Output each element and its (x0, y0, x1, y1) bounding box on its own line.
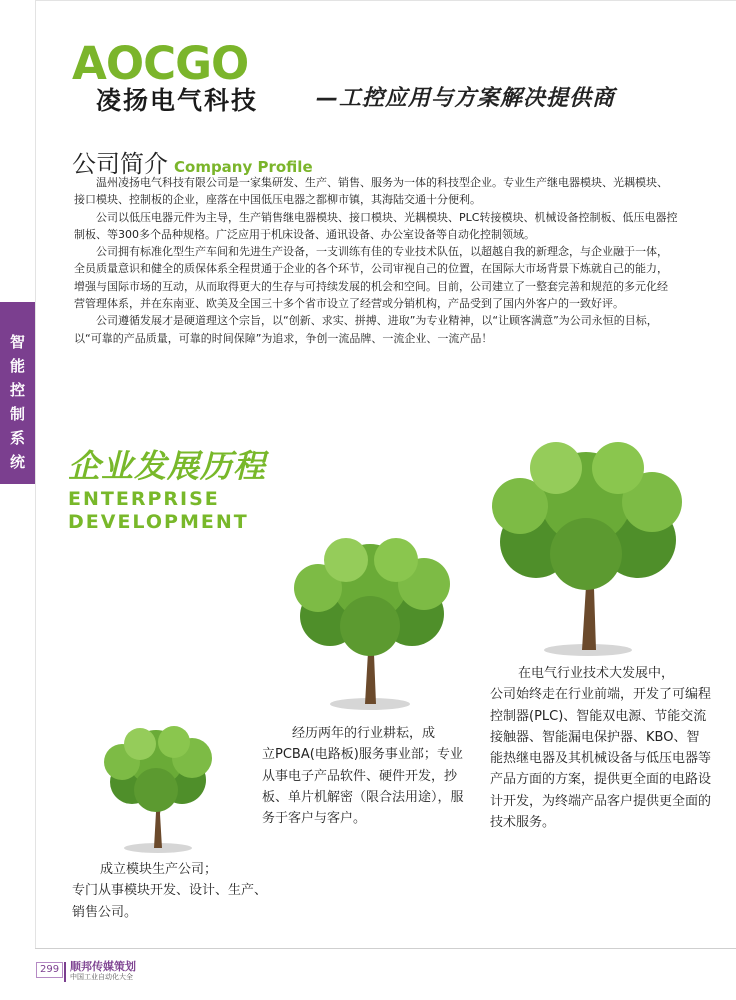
tree-large-svg (484, 436, 688, 658)
stage1-caption-line1: 成立模块生产公司； (100, 862, 218, 877)
tree-large-image (484, 436, 688, 658)
company-logo (72, 37, 292, 120)
side-tab-char: 控 (9, 381, 25, 399)
side-tab-char: 能 (9, 357, 25, 375)
development-title-cn: 企业发展历程 (68, 447, 267, 485)
tree-medium-image (286, 532, 456, 712)
profile-title-en: Company Profile (174, 158, 313, 176)
stage3-caption (490, 663, 712, 833)
page-number: 299 (36, 962, 63, 978)
development-title-en-line: ENTERPRISE (68, 488, 220, 510)
stage3-caption-line1: 在电气行业技术大发展中， (518, 666, 675, 681)
side-tab-char: 制 (9, 405, 25, 423)
tree-medium-svg (286, 532, 456, 712)
side-tab-char: 系 (9, 429, 25, 447)
tree-small-image (92, 720, 222, 855)
tagline: —工控应用与方案解决提供商 (316, 86, 616, 111)
publisher-name: 顺邦传媒策划 (70, 960, 136, 973)
development-title-en-line: DEVELOPMENT (68, 511, 249, 533)
stage2-caption (262, 723, 472, 829)
logo-wordmark: AOCGO (72, 37, 249, 90)
intro-paragraph: 公司以低压电器元件为主导，生产销售继电器模块、接口模块、光耦模块、PLC转接模块、机械设备控制板、低压电器控制板、等300多个品种规格。广泛应用于机床设备、通讯设备、办公室设备等自动化控制领域。 (74, 210, 678, 241)
stage2-caption-line2: 立PCBA(电路板)服务事业部；专业从事电子产品软件、硬件开发，抄板、单片机解密（限合法用途），服务于客户与客户。 (262, 747, 464, 827)
logo-company-name: 凌扬电气科技 (96, 86, 259, 115)
stage3-caption-line2: 公司始终走在行业前端，开发了可编程控制器(PLC)、智能双电源、节能交流接触器、智能漏电保护器、KBO、智能热继电器及其机械设备与低压电器等产品方面的方案，提供更全面的电路设计开发，为终端产品客户提供更全面的技术服务。 (490, 687, 712, 831)
tree-small-svg (92, 720, 222, 855)
page-frame-top (35, 0, 736, 1)
intro-paragraph: 温州凌扬电气科技有限公司是一家集研发、生产、销售、服务为一体的科技型企业。专业生产继电器模块、光耦模块、接口模块、控制板的企业，座落在中国低压电器之都柳市镇，其海陆交通十分便利。 (74, 176, 668, 207)
page-frame-left (35, 0, 36, 948)
intro-paragraph: 公司拥有标准化型生产车间和先进生产设备，一支训练有佳的专业技术队伍，以超越自我的新理念，与企业融于一体，全员质量意识和健全的质保体系全程贯通于企业的各个环节，公司审视自己的位置，在国际大市场背景下炼就自己的能力，增强与国际市场的互动，从而取得更大的生存与可持续发展的机会和空间。目前，公司建立了一整套完善和规范的多元化经营管理体系，并在东南亚、欧美及全国三十多个省市设立了经营或分销机构，产品受到了国内外客户的一致好评。 (74, 245, 668, 311)
page-frame-bottom (35, 948, 736, 949)
side-tab-label (0, 330, 35, 474)
development-title-en (68, 488, 249, 534)
profile-title-cn: 公司简介 (72, 150, 168, 178)
stage1-caption-line2: 专门从事模块开发、设计、生产、销售公司。 (72, 883, 268, 920)
company-intro (74, 174, 678, 347)
stage2-caption-line1: 经历两年的行业耕耘，成 (292, 726, 436, 741)
side-tab-char: 统 (9, 453, 25, 471)
footer-divider (64, 962, 66, 982)
publisher-subtitle: 中国工业自动化大全 (70, 973, 133, 981)
intro-paragraph: 公司遵循发展才是硬道理这个宗旨，以“创新、求实、拼搏、进取”为专业精神，以“让顾客满意”为公司永恒的目标，以“可靠的产品质量，可靠的时间保障”为追求，争创一流品牌、一流企业、一流产品！ (74, 314, 658, 345)
side-tab-char: 智 (9, 333, 25, 351)
stage1-caption (72, 859, 272, 923)
